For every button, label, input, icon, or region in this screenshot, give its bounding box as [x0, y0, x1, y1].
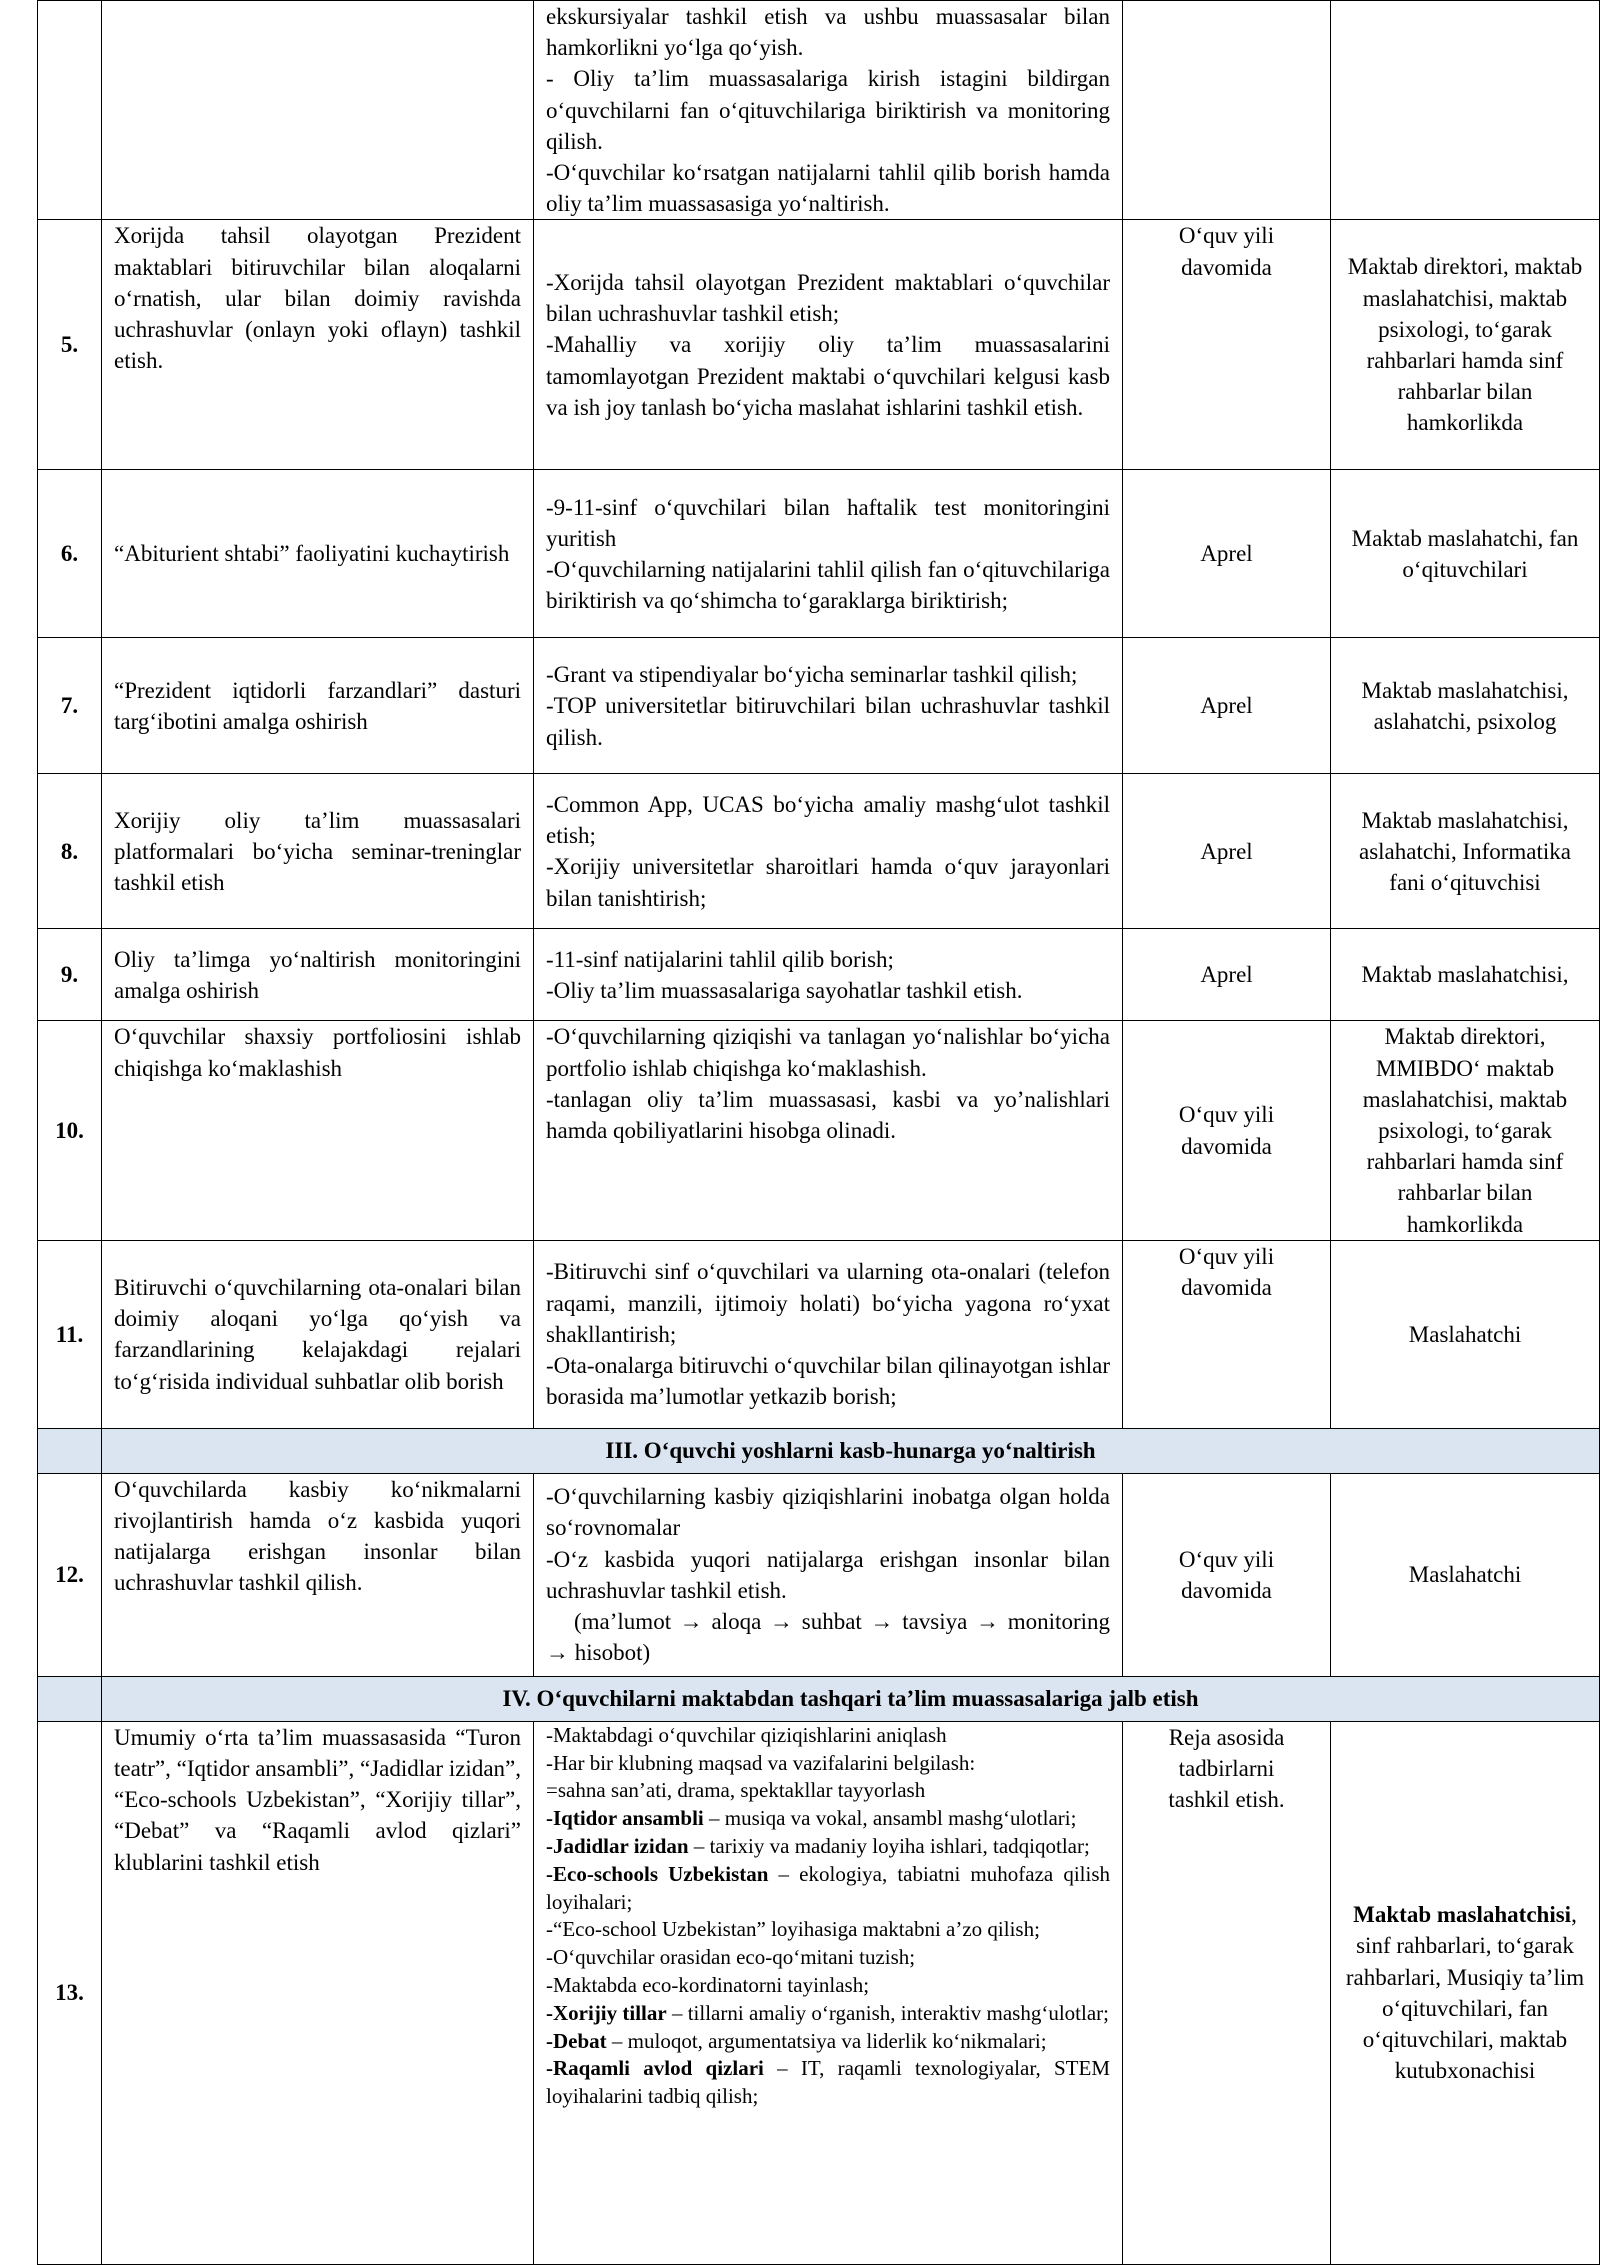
responsible-cell: Maktab maslahatchisi, aslahatchi, psixolog	[1331, 638, 1600, 774]
activity-line: -O‘quvchilarning kasbiy qiziqishlarini inobatga olgan holda so‘rovnomalar	[546, 1484, 1110, 1541]
club-name: -Debat	[546, 2028, 607, 2053]
activity-line: -tanlagan oliy ta’lim muassasasi, kasbi va yo’nalishlari hamda qobiliyatlarini hisobga olinadi.	[546, 1086, 1110, 1144]
activities-cell	[534, 1721, 1123, 2264]
activity-line: -O‘quvchilarning natijalarini tahlil qilish fan o‘qituvchilariga biriktirish va qo‘shimcha to‘garaklarga biriktirish;	[546, 556, 1110, 614]
task-cell: “Prezident iqtidorli farzandlari” dasturi targ‘ibotini amalga oshirish	[102, 638, 534, 774]
responsible-cell: Maktab direktori, maktab maslahatchisi, maktab psixologi, to‘garak rahbarlari hamda sinf rahbarlar bilan hamkorlikda	[1331, 220, 1600, 470]
activity-line: -9-11-sinf o‘quvchilari bilan haftalik test monitoringini yuritish	[546, 494, 1110, 551]
club-desc: – tarixiy va madaniy loyiha ishlari, tadqiqotlar;	[688, 1834, 1090, 1859]
table-row	[38, 1473, 1600, 1676]
responsible-cell	[1331, 1721, 1600, 2264]
deadline-cell: Aprel	[1123, 638, 1331, 774]
activity-line: -Xorijda tahsil olayotgan Prezident maktablari o‘quvchilar bilan uchrashuvlar tashkil etish;	[546, 269, 1110, 327]
responsible-cell	[1331, 1, 1600, 220]
club-name: -Iqtidor ansambli	[546, 1806, 704, 1831]
row-number: 13.	[38, 1721, 102, 2264]
section-title: IV. O‘quvchilarni maktabdan tashqari ta’lim muassasalariga jalb etish	[102, 1676, 1600, 1721]
deadline-cell: O‘quv yili davomida	[1123, 1240, 1331, 1428]
deadline-cell: O‘quv yili davomida	[1123, 220, 1331, 470]
row-number	[38, 1, 102, 220]
deadline-cell	[1123, 1, 1331, 220]
row-number: 8.	[38, 774, 102, 929]
activity-line	[546, 2055, 1110, 2111]
activity-flow: (ma’lumot → aloqa → suhbat → tavsiya → monitoring → hisobot)	[546, 1609, 1110, 1666]
table-row	[38, 638, 1600, 774]
deadline-cell: O‘quv yili davomida	[1123, 1473, 1331, 1676]
row-number: 7.	[38, 638, 102, 774]
activities-cell	[534, 1, 1123, 220]
deadline-cell: Aprel	[1123, 470, 1331, 638]
activity-line: -Maktabdagi o‘quvchilar qiziqishlarini aniqlash	[546, 1722, 947, 1747]
activity-line: -Xorijiy universitetlar sharoitlari hamda o‘quv jarayonlari bilan tanishtirish;	[546, 854, 1110, 911]
activity-line: -Har bir klubning maqsad va vazifalarini belgilash:	[546, 1750, 976, 1775]
task-cell: Oliy ta’limga yo‘naltirish monitoringini amalga oshirish	[102, 929, 534, 1021]
task-cell	[102, 1, 534, 220]
activity-line: -Maktabda eco-kordinatorni tayinlash;	[546, 1973, 870, 1998]
activity-line: -Grant va stipendiyalar bo‘yicha seminarlar tashkil qilish;	[546, 662, 1078, 688]
activities-cell	[534, 774, 1123, 929]
section-header-row	[38, 1676, 1600, 1721]
section-header-spacer	[38, 1428, 102, 1473]
activity-line: -Common App, UCAS bo‘yicha amaliy mashg‘ulot tashkil etish;	[546, 792, 1110, 849]
responsible-cell: Maslahatchi	[1331, 1240, 1600, 1428]
deadline-cell: O‘quv yili davomida	[1123, 1021, 1331, 1240]
deadline-cell	[1123, 1721, 1331, 2264]
activity-line: =sahna san’ati, drama, spektakllar tayyorlash	[546, 1778, 926, 1803]
row-number: 10.	[38, 1021, 102, 1240]
table-row	[38, 1240, 1600, 1428]
task-cell: O‘quvchilarda kasbiy ko‘nikmalarni rivojlantirish hamda o‘z kasbida yuqori natijalarga erishgan insonlar bilan uchrashuvlar tashkil qilish.	[102, 1473, 534, 1676]
plan-table	[37, 0, 1600, 2265]
activities-cell	[534, 220, 1123, 470]
activity-line: -Oliy ta’lim muassasalariga sayohatlar tashkil etish.	[546, 977, 1023, 1003]
activity-line: -O‘quvchilar orasidan eco-qo‘mitani tuzish;	[546, 1945, 916, 1970]
activity-line	[546, 1833, 1110, 1861]
activities-cell	[534, 929, 1123, 1021]
activity-line: -Mahalliy va xorijiy oliy ta’lim muassasalarini tamomlayotgan Prezident maktabi o‘quvchilari kelgusi kasb va ish joy tanlash bo‘yicha maslahat ishlarini tashkil etish.	[546, 332, 1110, 420]
club-name: -Raqamli avlod qizlari	[546, 2056, 764, 2081]
deadline-cell: Aprel	[1123, 929, 1331, 1021]
activity-line: -Bitiruvchi sinf o‘quvchilari va ularning ota-onalari (telefon raqami, manzili, ijtimoiy holati) bo‘yicha yagona ro‘yxat shakllantirish;	[546, 1259, 1110, 1347]
activity-line	[546, 2028, 1110, 2056]
activities-cell	[534, 1473, 1123, 1676]
activity-line: -Ota-onalarga bitiruvchi o‘quvchilar bilan qilinayotgan ishlar borasida ma’lumotlar yetkazib borish;	[546, 1352, 1110, 1410]
responsible-lead: Maktab maslahatchisi	[1353, 1902, 1572, 1928]
club-desc: – muloqot, argumentatsiya va liderlik ko‘nikmalari;	[606, 2028, 1047, 2053]
section-header-row	[38, 1428, 1600, 1473]
deadline-cell: Aprel	[1123, 774, 1331, 929]
task-cell: Xorijiy oliy ta’lim muassasalari platformalari bo‘yicha seminar-treninglar tashkil etish	[102, 774, 534, 929]
club-name: -Eco-schools Uzbekistan	[546, 1861, 769, 1886]
deadline-text: Reja asosida tadbirlarni tashkil etish.	[1168, 1724, 1285, 1813]
responsible-cell: Maktab maslahatchi, fan o‘qituvchilari	[1331, 470, 1600, 638]
activity-line	[546, 1861, 1110, 1917]
section-header-spacer	[38, 1676, 102, 1721]
activity-line: -O‘quvchilarning qiziqishi va tanlagan yo‘nalishlar bo‘yicha portfolio ishlab chiqishga ko‘maklashish.	[546, 1024, 1110, 1081]
activity-line	[546, 2000, 1110, 2028]
responsible-rest: , sinf rahbarlari, to‘garak rahbarlari, Musiqiy ta’lim o‘qituvchilari, fan o‘qituvchilari, maktab kutubxonachisi	[1345, 1902, 1585, 2084]
responsible-cell: Maktab maslahatchisi,	[1331, 929, 1600, 1021]
activities-cell	[534, 638, 1123, 774]
activity-line: -TOP universitetlar bitiruvchilari bilan uchrashuvlar tashkil qilish.	[546, 693, 1110, 750]
row-number: 11.	[38, 1240, 102, 1428]
task-cell: “Abiturient shtabi” faoliyatini kuchaytirish	[102, 470, 534, 638]
table-row	[38, 470, 1600, 638]
table-row	[38, 220, 1600, 470]
club-desc: – IT, raqamli texnologiyalar, STEM loyihalarini tadbiq qilish;	[546, 2056, 1110, 2109]
table-row	[38, 1721, 1600, 2264]
row-number: 5.	[38, 220, 102, 470]
row-number: 6.	[38, 470, 102, 638]
club-name: -Xorijiy tillar	[546, 2000, 667, 2025]
task-cell: O‘quvchilar shaxsiy portfoliosini ishlab chiqishga ko‘maklashish	[102, 1021, 534, 1240]
activities-cell	[534, 1240, 1123, 1428]
responsible-cell: Maktab direktori, MMIBDO‘ maktab maslahatchisi, maktab psixologi, to‘garak rahbarlari hamda sinf rahbarlar bilan hamkorlikda	[1331, 1021, 1600, 1240]
page	[37, 0, 1599, 2265]
task-cell: Xorijda tahsil olayotgan Prezident maktablari bitiruvchilar bilan aloqalarni o‘rnatish, ular bilan doimiy ravishda uchrashuvlar (onlayn yoki oflayn) tashkil etish.	[102, 220, 534, 470]
activities-cell	[534, 470, 1123, 638]
table-row	[38, 1, 1600, 220]
activity-line: -O‘z kasbida yuqori natijalarga erishgan insonlar bilan uchrashuvlar tashkil etish.	[546, 1546, 1110, 1603]
activity-line	[546, 1805, 1110, 1833]
activity-line: - Oliy ta’lim muassasalariga kirish istagini bildirgan o‘quvchilarni fan o‘qituvchilariga biriktirish va monitoring qilish.	[546, 66, 1110, 154]
row-number: 12.	[38, 1473, 102, 1676]
table-row	[38, 774, 1600, 929]
club-desc: – tillarni amaliy o‘rganish, interaktiv mashg‘ulotlar;	[666, 2000, 1109, 2025]
club-name: -Jadidlar izidan	[546, 1834, 689, 1859]
responsible-cell: Maktab maslahatchisi, aslahatchi, Informatika fani o‘qituvchisi	[1331, 774, 1600, 929]
activities-cell	[534, 1021, 1123, 1240]
task-cell: Bitiruvchi o‘quvchilarning ota-onalari bilan doimiy aloqani yo‘lga qo‘yish va farzandlarining kelajakdagi rejalari to‘g‘risida individual suhbatlar olib borish	[102, 1240, 534, 1428]
club-desc: – ekologiya, tabiatni muhofaza qilish loyihalari;	[546, 1861, 1110, 1914]
table-row	[38, 1021, 1600, 1240]
task-cell: Umumiy o‘rta ta’lim muassasasida “Turon teatr”, “Iqtidor ansambli”, “Jadidlar izidan”, “Eco-schools Uzbekistan”, “Xorijiy tillar”, “Debat” va “Raqamli avlod qizlari” klublarini tashkil etish	[102, 1721, 534, 2264]
club-desc: – musiqa va vokal, ansambl mashg‘ulotlari;	[703, 1806, 1077, 1831]
row-number: 9.	[38, 929, 102, 1021]
section-title: III. O‘quvchi yoshlarni kasb-hunarga yo‘naltirish	[102, 1428, 1600, 1473]
activity-line: ekskursiyalar tashkil etish va ushbu muassasalar bilan hamkorlikni yo‘lga qo‘yish.	[546, 4, 1110, 61]
responsible-cell: Maslahatchi	[1331, 1473, 1600, 1676]
table-row	[38, 929, 1600, 1021]
activity-line: -O‘quvchilar ko‘rsatgan natijalarni tahlil qilib borish hamda oliy ta’lim muassasasiga yo‘naltirish.	[546, 160, 1110, 217]
activity-line: -11-sinf natijalarini tahlil qilib borish;	[546, 946, 894, 972]
activity-line: -“Eco-school Uzbekistan” loyihasiga maktabni a’zo qilish;	[546, 1917, 1040, 1942]
